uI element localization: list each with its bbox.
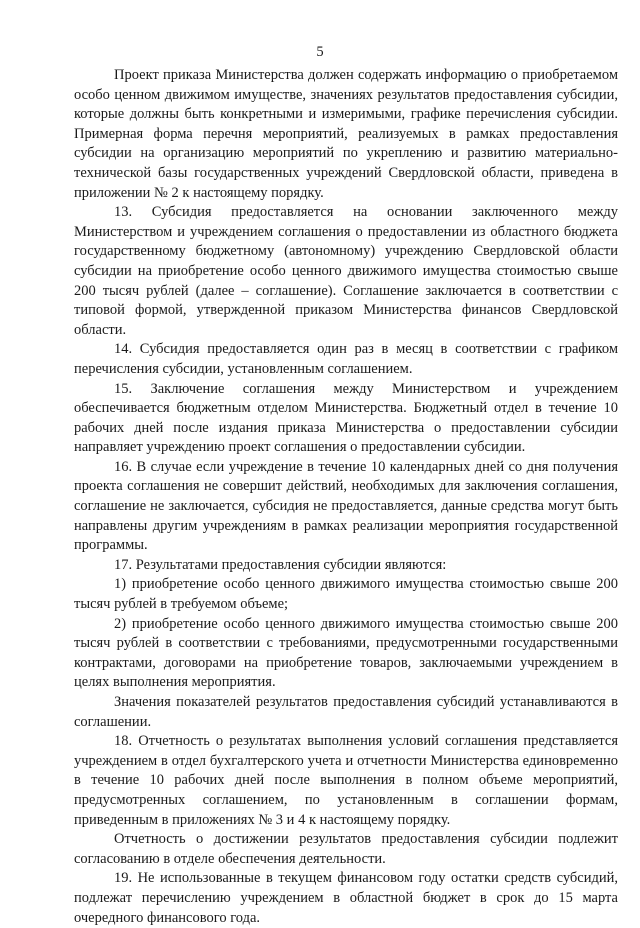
paragraph-15: 15. Заключение соглашения между Министерством и учреждением обеспечивается бюджетным отделом Министерства. Бюджетный отдел в течение 10 рабочих дней после издания приказа Министерства о предоставлении субсидии направляет учреждению проект соглашения о предоставлении субсидии. [74,380,618,456]
paragraph-18-approval: Отчетность о достижении результатов предоставления субсидии подлежит согласованию в отделе обеспечения деятельности. [74,831,618,867]
paragraph-intro: Проект приказа Министерства должен содержать информацию о приобретаемом особо ценном движимом имуществе, значениях результатов предоставления субсидии, которые должны быть конкретными и измеримыми, графике перечисления субсидии. Примерная форма перечня мероприятий, реализуемых в рамках предоставления субсидии на организацию мероприятий по укреплению и развитию материально-технической базы государственных учреждений Свердловской области, приведена в приложении № 2 к настоящему порядку. [74,67,618,201]
paragraph-13: 13. Субсидия предоставляется на основании заключенного между Министерством и учреждением соглашения о предоставлении из областного бюджета государственному бюджетному (автономному) учреждению Свердловской области субсидии на приобретение особо ценного движимого имущества стоимостью свыше 200 тысяч рублей (далее – соглашение). Соглашение заключается в соответствии с типовой формой, утвержденной приказом Министерства финансов Свердловской области. [74,204,618,338]
paragraph-17: 17. Результатами предоставления субсидии являются: [114,556,447,573]
paragraph-17-item-2: 2) приобретение особо ценного движимого имущества стоимостью свыше 200 тысяч рублей в соответствии с требованиями, предусмотренными государственными контрактами, договорами на приобретение товаров, заключаемыми учреждением в целях выполнения мероприятия. [74,615,618,691]
paragraph-16: 16. В случае если учреждение в течение 10 календарных дней со дня получения проекта соглашения не совершит действий, необходимых для заключения соглашения, соглашение не заключается, субсидия не предоставляется, данные средства могут быть направлены другим учреждениям в рамках реализации мероприятия государственной программы. [74,458,618,554]
paragraph-19: 19. Не использованные в текущем финансовом году остатки средств субсидий, подлежат перечислению учреждением в областной бюджет в срок до 15 марта очередного финансового года. [74,870,618,926]
paragraph-14: 14. Субсидия предоставляется один раз в месяц в соответствии с графиком перечисления субсидии, установленным соглашением. [74,341,618,377]
document-body [74,66,618,928]
paragraph-17-item-1: 1) приобретение особо ценного движимого имущества стоимостью свыше 200 тысяч рублей в требуемом объеме; [74,576,618,613]
page-number: 5 [316,44,324,60]
paragraph-18: 18. Отчетность о результатах выполнения условий соглашения представляется учреждением в отдел бухгалтерского учета и отчетности Министерства единовременно в течение 10 рабочих дней после выполнения в полном объеме мероприятий, предусмотренных соглашением, по установленным в соглашении формам, приведенным в приложениях № 3 и 4 к настоящему порядку. [74,733,618,828]
paragraph-17-values: Значения показателей результатов предоставления субсидий устанавливаются в соглашении. [74,694,618,730]
